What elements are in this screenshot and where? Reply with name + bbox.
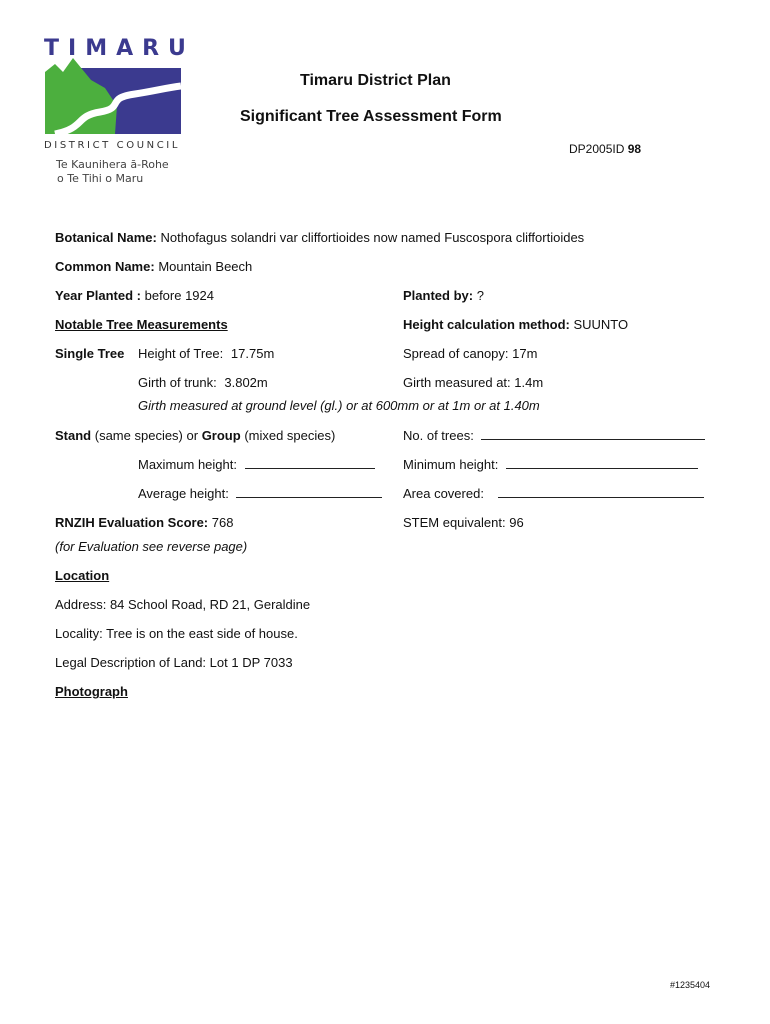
legal-description-row xyxy=(55,655,293,670)
year-planted-row xyxy=(55,288,214,303)
height-method-row xyxy=(403,317,628,332)
girth-measured-label: Girth measured at: xyxy=(403,375,511,390)
dp-id-label: DP2005ID xyxy=(569,142,625,156)
common-name-label: Common Name: xyxy=(55,259,155,274)
stem-row xyxy=(403,515,524,530)
common-name-value: Mountain Beech xyxy=(158,259,253,274)
logo-maori-line1: Te Kaunihera ā-Rohe xyxy=(56,158,169,171)
document-number: #1235404 xyxy=(670,980,711,990)
address-value: 84 School Road, RD 21, Geraldine xyxy=(109,597,311,612)
spread-label: Spread of canopy: xyxy=(403,346,509,361)
max-height-row xyxy=(138,457,375,472)
logo-wordmark: TIMARU xyxy=(44,36,195,61)
locality-row xyxy=(55,626,298,641)
girth-measured-value: 1.4m xyxy=(514,375,544,390)
no-trees-label: No. of trees: xyxy=(403,428,474,443)
max-height-label: Maximum height: xyxy=(138,457,237,472)
address-label: Address: xyxy=(55,597,107,612)
dp-id xyxy=(569,142,641,156)
locality-value: Tree is on the east side of house. xyxy=(106,626,298,641)
planted-by-row xyxy=(403,288,484,303)
spread-row xyxy=(403,346,537,361)
min-height-row xyxy=(403,457,698,472)
planted-by-label: Planted by: xyxy=(403,288,474,303)
address-row xyxy=(55,597,310,612)
botanical-name-row xyxy=(55,230,584,245)
document-title: Timaru District Plan xyxy=(300,72,451,89)
botanical-name-label: Botanical Name: xyxy=(55,230,157,245)
year-planted-value: before 1924 xyxy=(144,288,215,303)
logo-council-text: DISTRICT COUNCIL xyxy=(44,140,181,151)
girth-label: Girth of trunk: xyxy=(138,375,217,390)
avg-height-row xyxy=(138,486,382,501)
area-label: Area covered: xyxy=(403,486,484,501)
group-label: Group xyxy=(201,428,241,443)
legal-description-value: Lot 1 DP 7033 xyxy=(209,655,293,670)
girth-value: 3.802m xyxy=(224,375,268,390)
botanical-name-value: Nothofagus solandri var cliffortioides now named Fuscospora cliffortioides xyxy=(160,230,585,245)
no-trees-row xyxy=(403,428,705,443)
planted-by-value: ? xyxy=(476,288,484,303)
year-planted-label: Year Planted : xyxy=(55,288,141,303)
dp-id-value: 98 xyxy=(627,142,642,156)
stand-desc: (same species) or xyxy=(94,428,199,443)
logo-maori-line2: o Te Tihi o Maru xyxy=(57,172,144,185)
location-heading: Location xyxy=(55,568,110,583)
avg-height-label: Average height: xyxy=(138,486,229,501)
logo-maori-text xyxy=(56,158,169,186)
rnzih-label: RNZIH Evaluation Score: xyxy=(55,515,209,530)
single-tree-label: Single Tree xyxy=(55,346,125,361)
height-value: 17.75m xyxy=(230,346,275,361)
height-method-value: SUUNTO xyxy=(573,317,629,332)
stand-label: Stand xyxy=(55,428,92,443)
council-logo-icon xyxy=(45,58,181,136)
rnzih-row xyxy=(55,515,233,530)
no-trees-blank xyxy=(481,428,705,440)
photograph-heading: Photograph xyxy=(55,684,128,699)
height-method-label: Height calculation method: xyxy=(403,317,570,332)
avg-height-blank xyxy=(236,486,382,498)
measurements-heading: Notable Tree Measurements xyxy=(55,317,228,332)
max-height-blank xyxy=(245,457,375,469)
min-height-blank xyxy=(506,457,698,469)
min-height-label: Minimum height: xyxy=(403,457,499,472)
girth-note: Girth measured at ground level (gl.) or at 600mm or at 1m or at 1.40m xyxy=(138,398,540,413)
height-row xyxy=(138,346,274,361)
evaluation-note: (for Evaluation see reverse page) xyxy=(55,539,248,554)
girth-measured-row xyxy=(403,375,543,390)
document-subtitle: Significant Tree Assessment Form xyxy=(240,108,502,125)
rnzih-value: 768 xyxy=(211,515,234,530)
area-blank xyxy=(498,486,704,498)
stem-value: 96 xyxy=(509,515,524,530)
group-desc: (mixed species) xyxy=(244,428,336,443)
spread-value: 17m xyxy=(512,346,538,361)
stem-label: STEM equivalent: xyxy=(403,515,506,530)
area-row xyxy=(403,486,704,501)
girth-row xyxy=(138,375,268,390)
common-name-row xyxy=(55,259,252,274)
locality-label: Locality: xyxy=(55,626,103,641)
stand-group-row xyxy=(55,428,335,443)
height-label: Height of Tree: xyxy=(138,346,224,361)
legal-description-label: Legal Description of Land: xyxy=(55,655,207,670)
